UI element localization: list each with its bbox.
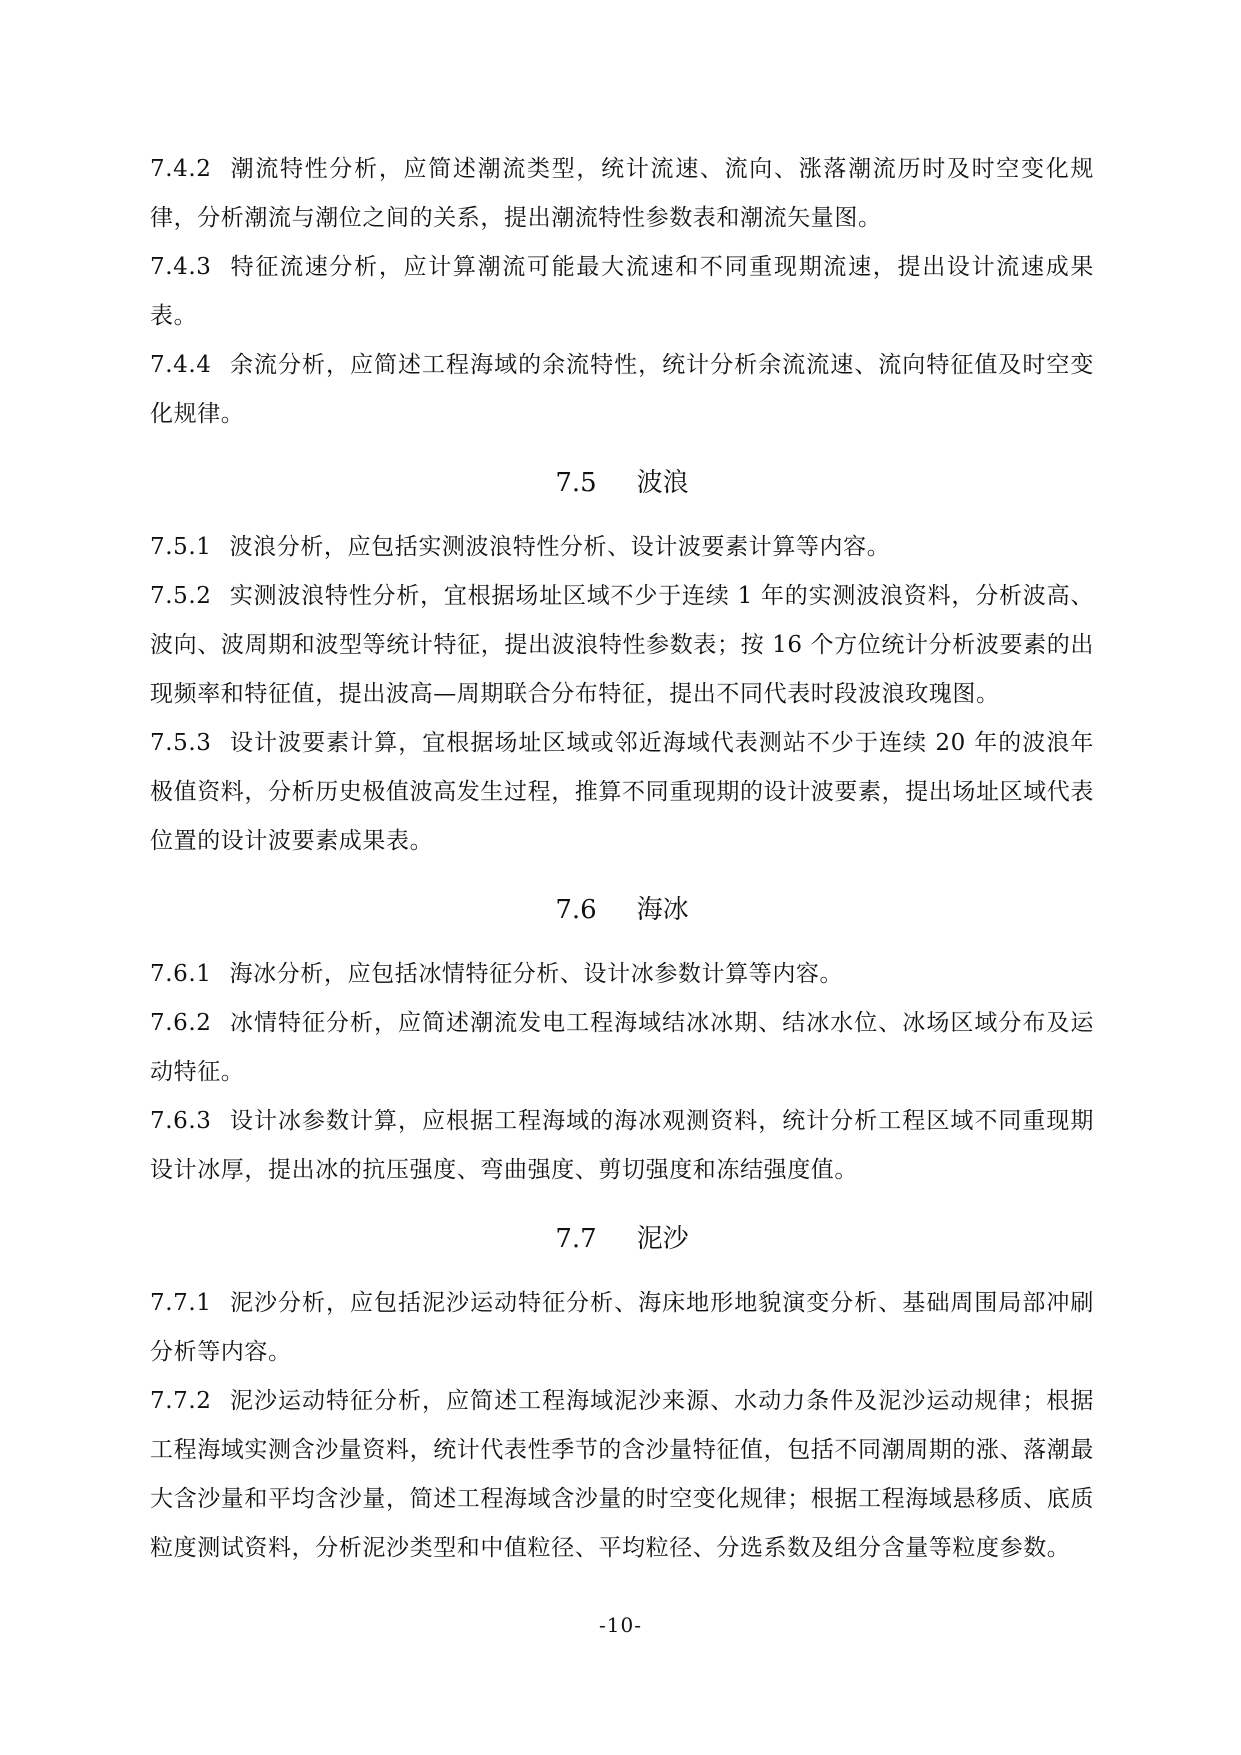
clause-text: 实测波浪特性分析，宜根据场址区域不少于连续 1 年的实测波浪资料，分析波高、波向、波周期和波型等统计特征，提出波浪特性参数表；按 16 个方位统计分析波要素的出现频率和特征值，提出波高—周期联合分布特征，提出不同代表时段波浪玫瑰图。 <box>150 583 1094 707</box>
clause-7-4-3 <box>150 243 1094 341</box>
section-number: 7.5 <box>555 468 597 498</box>
clause-text: 设计波要素计算，宜根据场址区域或邻近海域代表测站不少于连续 20 年的波浪年极值资料，分析历史极值波高发生过程，推算不同重现期的设计波要素，提出场址区域代表位置的设计波要素成果表。 <box>150 730 1094 854</box>
clause-text: 海冰分析，应包括冰情特征分析、设计冰参数计算等内容。 <box>229 961 844 987</box>
document-body <box>150 145 1094 1573</box>
clause-text: 泥沙运动特征分析，应简述工程海域泥沙来源、水动力条件及泥沙运动规律；根据工程海域实测含沙量资料，统计代表性季节的含沙量特征值，包括不同潮周期的涨、落潮最大含沙量和平均含沙量，简述工程海域含沙量的时空变化规律；根据工程海域悬移质、底质粒度测试资料，分析泥沙类型和中值粒径、平均粒径、分选系数及组分含量等粒度参数。 <box>150 1388 1094 1561</box>
section-heading-7-5 <box>150 453 1094 513</box>
clause-text: 波浪分析，应包括实测波浪特性分析、设计波要素计算等内容。 <box>229 534 891 560</box>
section-title: 海冰 <box>636 895 689 925</box>
clause-text: 特征流速分析，应计算潮流可能最大流速和不同重现期流速，提出设计流速成果表。 <box>150 254 1094 329</box>
clause-number: 7.5.1 <box>150 534 212 560</box>
clause-number: 7.4.4 <box>150 352 212 378</box>
section-number: 7.7 <box>555 1224 597 1254</box>
section-number: 7.6 <box>555 895 597 925</box>
clause-number: 7.4.2 <box>150 156 212 182</box>
section-heading-7-7 <box>150 1209 1094 1269</box>
clause-7-6-1 <box>150 950 1094 999</box>
clause-number: 7.5.2 <box>150 583 212 609</box>
clause-text: 余流分析，应简述工程海域的余流特性，统计分析余流流速、流向特征值及时空变化规律。 <box>150 352 1094 427</box>
clause-text: 冰情特征分析，应简述潮流发电工程海域结冰冰期、结冰水位、冰场区域分布及运动特征。 <box>150 1010 1094 1085</box>
clause-7-5-1 <box>150 523 1094 572</box>
clause-text: 设计冰参数计算，应根据工程海域的海冰观测资料，统计分析工程区域不同重现期设计冰厚，提出冰的抗压强度、弯曲强度、剪切强度和冻结强度值。 <box>150 1108 1094 1183</box>
clause-number: 7.6.1 <box>150 961 212 987</box>
clause-7-6-3 <box>150 1097 1094 1195</box>
clause-7-4-4 <box>150 341 1094 439</box>
clause-number: 7.7.1 <box>150 1290 212 1316</box>
clause-number: 7.7.2 <box>150 1388 212 1414</box>
page-number: -10- <box>599 1613 642 1637</box>
clause-number: 7.6.2 <box>150 1010 212 1036</box>
section-title: 波浪 <box>636 468 689 498</box>
clause-7-7-1 <box>150 1279 1094 1377</box>
clause-7-5-2 <box>150 572 1094 719</box>
clause-7-5-3 <box>150 719 1094 866</box>
clause-text: 潮流特性分析，应简述潮流类型，统计流速、流向、涨落潮流历时及时空变化规律，分析潮流与潮位之间的关系，提出潮流特性参数表和潮流矢量图。 <box>150 156 1094 231</box>
clause-number: 7.5.3 <box>150 730 212 756</box>
clause-7-7-2 <box>150 1377 1094 1573</box>
clause-number: 7.6.3 <box>150 1108 212 1134</box>
clause-7-4-2 <box>150 145 1094 243</box>
clause-text: 泥沙分析，应包括泥沙运动特征分析、海床地形地貌演变分析、基础周围局部冲刷分析等内容。 <box>150 1290 1094 1365</box>
clause-7-6-2 <box>150 999 1094 1097</box>
section-heading-7-6 <box>150 880 1094 940</box>
clause-number: 7.4.3 <box>150 254 212 280</box>
section-title: 泥沙 <box>636 1224 689 1254</box>
